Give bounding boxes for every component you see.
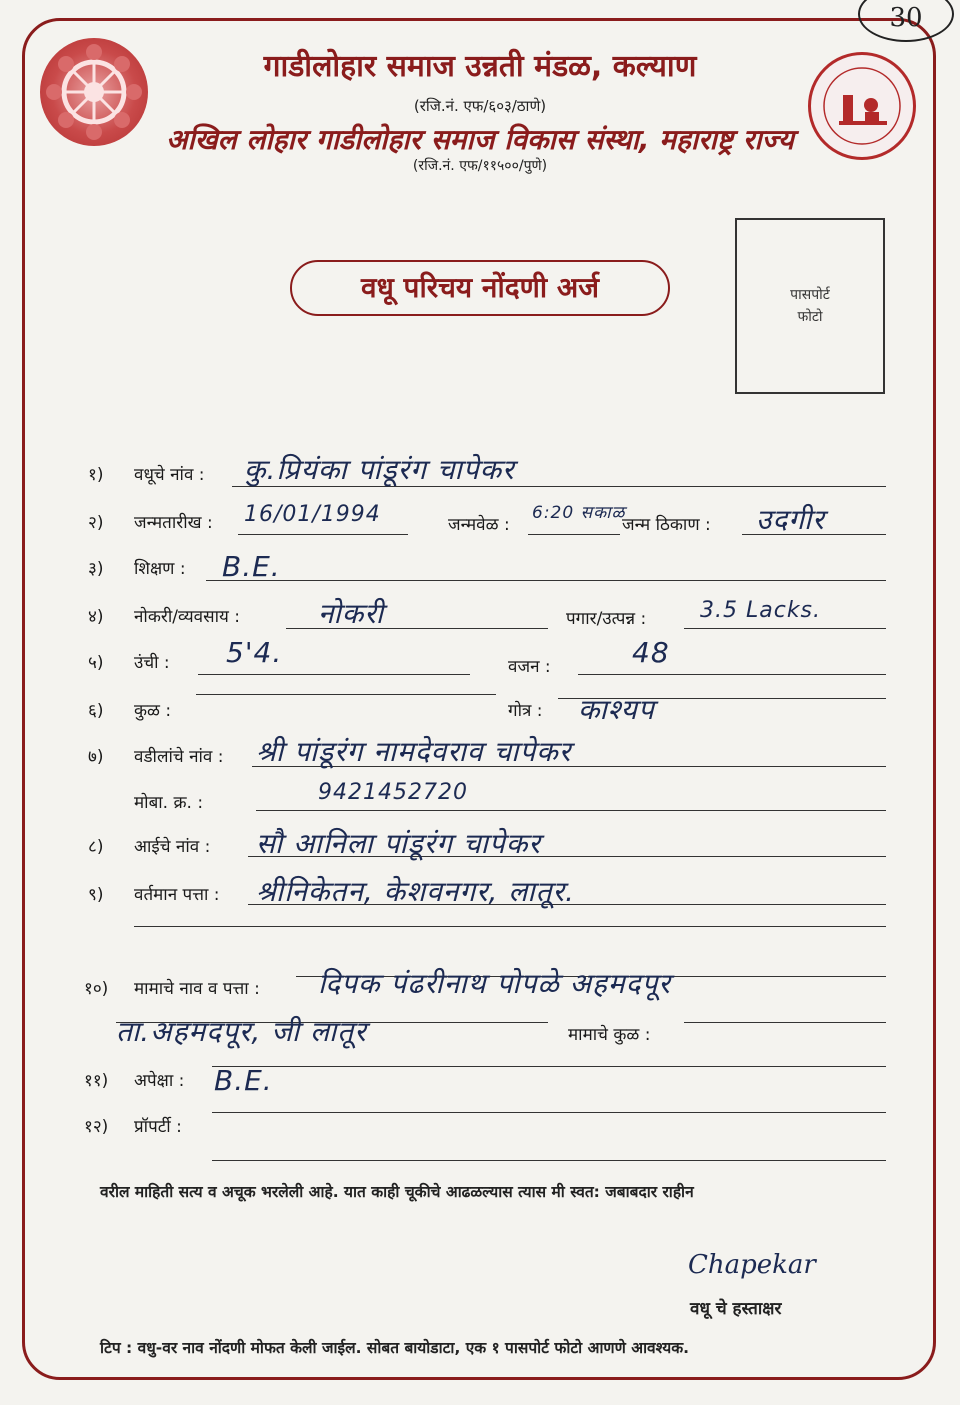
- birthdate-value[interactable]: 16/01/1994: [244, 502, 381, 527]
- property-line: [212, 1112, 886, 1113]
- weight-line: [578, 674, 886, 675]
- address-value[interactable]: श्रीनिकेतन, केशवनगर, लातूर.: [256, 875, 575, 908]
- mobile-line: [256, 810, 886, 811]
- field-number-7: ७): [88, 747, 104, 767]
- maternal-kul-line: [684, 1022, 886, 1023]
- page-number-circle: 30: [858, 0, 954, 42]
- organization-name-1: गाडीलोहार समाज उन्नती मंडळ, कल्याण: [263, 49, 697, 84]
- photo-box-label-1: पासपोर्ट: [790, 287, 830, 303]
- occupation-label: नोकरी/व्यवसाय :: [134, 607, 240, 627]
- registration-number-2: (रजि.नं. एफ/११५००/पुणे): [412, 158, 548, 174]
- passport-photo-box: [735, 218, 885, 394]
- photo-box-label-2: फोटो: [797, 309, 823, 325]
- income-value[interactable]: 3.5 Lacks.: [700, 598, 822, 623]
- kul-label: कुळ :: [134, 701, 172, 721]
- field-number-9: ९): [88, 885, 104, 905]
- kul-line: [196, 694, 496, 695]
- field-number-3: ३): [88, 559, 104, 579]
- signature-label: वधू चे हस्ताक्षर: [690, 1299, 782, 1319]
- education-value[interactable]: B.E.: [222, 550, 281, 583]
- maternal-uncle-address-value[interactable]: ता.अहमदपूर, जी लातूर: [116, 1015, 367, 1048]
- occupation-value[interactable]: नोकरी: [318, 597, 385, 630]
- maternal-uncle-label: मामाचे नाव व पत्ता :: [134, 979, 260, 999]
- form-title: वधू परिचय नोंदणी अर्ज: [290, 260, 670, 316]
- samaj-emblem-logo: [40, 38, 148, 146]
- field-number-8: ८): [88, 837, 104, 857]
- wheel-emblem-icon: [40, 38, 148, 146]
- field-number-4: ४): [88, 607, 104, 627]
- field-number-1: १): [88, 465, 104, 485]
- weight-label: वजन :: [508, 657, 551, 677]
- birth-time-label: जन्मवेळ :: [448, 515, 510, 535]
- registration-number-1: (रजि.नं. एफ/६०३/ठाणे): [413, 97, 547, 115]
- birth-place-value[interactable]: उदगीर: [756, 503, 825, 536]
- sanstha-seal-logo: [808, 52, 916, 160]
- organization-name-2: अखिल लोहार गाडीलोहार समाज विकास संस्था, महाराष्ट्र राज्य: [166, 123, 794, 156]
- bride-signature: Chapekar: [688, 1250, 816, 1280]
- birth-time-line: [528, 534, 620, 535]
- education-line: [206, 580, 886, 581]
- field-number-2: २): [88, 513, 104, 533]
- property-label: प्रॉपर्टी :: [134, 1117, 182, 1137]
- mobile-label: मोबा. क्र. :: [134, 793, 204, 813]
- blacksmith-seal-icon: [811, 55, 913, 157]
- father-name-value[interactable]: श्री पांडूरंग नामदेवराव चापेकर: [256, 735, 572, 768]
- mother-name-value[interactable]: सौ आनिला पांडूरंग चापेकर: [256, 827, 541, 860]
- field-number-10: १०): [84, 979, 109, 999]
- property-line-2: [212, 1160, 886, 1161]
- height-line: [198, 674, 470, 675]
- field-number-5: ५): [88, 653, 104, 673]
- birth-place-label: जन्म ठिकाण :: [622, 515, 711, 535]
- field-number-11: ११): [84, 1071, 109, 1091]
- height-label: उंची :: [134, 653, 170, 673]
- expectation-value[interactable]: B.E.: [214, 1064, 273, 1097]
- birthdate-line: [238, 534, 408, 535]
- height-value[interactable]: 5'4.: [226, 636, 283, 669]
- birth-time-value[interactable]: 6:20 सकाळ: [532, 503, 626, 523]
- mobile-value[interactable]: 9421452720: [318, 780, 468, 805]
- weight-value[interactable]: 48: [632, 636, 670, 669]
- declaration-text: वरील माहिती सत्य व अचूक भरलेली आहे. यात काही चूकीचे आढळल्यास त्यास मी स्वत: जबाबदार राहीन: [100, 1183, 694, 1201]
- bride-name-label: वधूचे नांव :: [134, 465, 205, 485]
- father-name-label: वडीलांचे नांव :: [134, 747, 224, 767]
- gotra-value[interactable]: काश्यप: [578, 693, 655, 726]
- field-number-12: १२): [84, 1117, 109, 1137]
- address-line-2: [134, 926, 886, 927]
- field-number-6: ६): [88, 701, 104, 721]
- address-label: वर्तमान पत्ता :: [134, 885, 220, 905]
- footer-note: टिप : वधु-वर नाव नोंदणी मोफत केली जाईल. सोबत बायोडाटा, एक १ पासपोर्ट फोटो आणणे आवश्यक.: [100, 1339, 690, 1357]
- maternal-kul-label: मामाचे कुळ :: [568, 1025, 651, 1045]
- maternal-uncle-value[interactable]: दिपक पंढरीनाथ पोपळे अहमदपूर: [318, 967, 671, 1000]
- expectation-line: [212, 1066, 886, 1067]
- bride-name-value[interactable]: कु.प्रियंका पांडूरंग चापेकर: [244, 453, 515, 486]
- expectation-label: अपेक्षा :: [134, 1071, 185, 1091]
- birthdate-label: जन्मतारीख :: [134, 513, 213, 533]
- education-label: शिक्षण :: [134, 559, 186, 579]
- income-line: [684, 628, 886, 629]
- income-label: पगार/उत्पन्न :: [566, 609, 647, 629]
- mother-name-label: आईचे नांव :: [134, 837, 211, 857]
- gotra-label: गोत्र :: [508, 701, 543, 721]
